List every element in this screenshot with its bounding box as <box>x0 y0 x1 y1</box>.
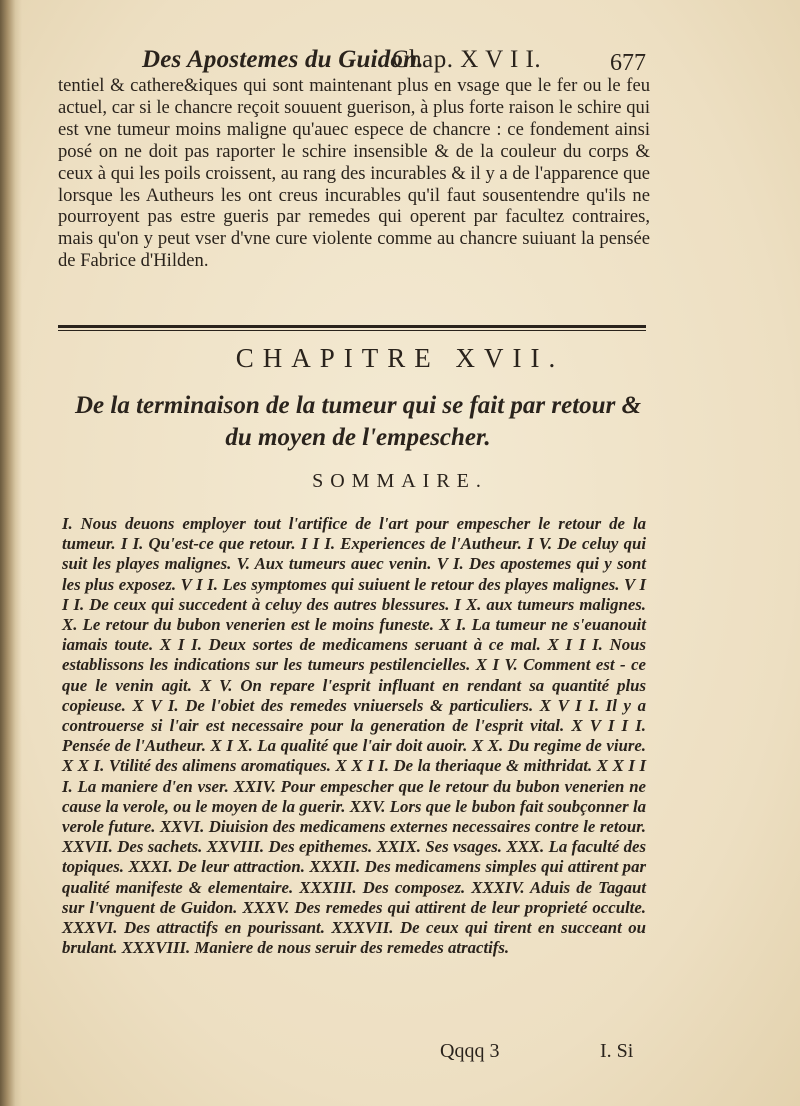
running-title: Des Apostemes du Guidon. <box>142 46 424 73</box>
sommaire-heading: SOMMAIRE. <box>312 470 488 492</box>
page-number: 677 <box>610 50 646 76</box>
signature-mark: Qqqq 3 <box>440 1040 500 1062</box>
subtitle-line-2: du moyen de l'empescher. <box>225 424 491 451</box>
section-divider <box>58 325 646 331</box>
body-paragraph: tentiel & cathere&iques qui sont maintenant plus en vsage que le fer ou le feu actuel, car si le chancre reçoit souuent guerison, à plus forte raison le schire qui est vne tumeur moins maligne qu'auec espece de chancre : ce fondement ainsi posé on ne doit pas raporter le schire insensible & de la couleur du corps & ceux à qui les poils croissent, au rang des incurables & il y a de l'apparence que lorsque les Autheurs les ont creus incurables qu'il faut sousentendre qu'ils ne pourroyent pas estre gueris par remedes qui operent par facultez contraires, mais qu'on y peut vser d'vne cure violente comme au chancre suiuant la pensée de Fabrice d'Hilden. <box>58 75 650 272</box>
page-binding-shadow <box>0 0 22 1106</box>
chapter-number: Chap. X V I I. <box>392 46 542 73</box>
chapter-title: CHAPITRE XVII. <box>235 343 565 373</box>
catchword: I. Si <box>600 1040 634 1062</box>
subtitle-line-1: De la terminaison de la tumeur qui se fait par retour & <box>74 392 642 419</box>
page-footer <box>0 1040 800 1070</box>
summary-paragraph: I. Nous deuons employer tout l'artifice de l'art pour empescher le retour de la tumeur. I I. Qu'est-ce que retour. I I I. Experiences de l'Autheur. I V. De celuy qui suit les playes malignes. V. Aux tumeurs auec venin. V I. Des apostemes qui y sont les plus exposez. V I I. Les symptomes qui suiuent le retour des playes malignes. V I I I. De ceux qui succedent à celuy des autres blessures. I X. aux tumeurs malignes. X. Le retour du bubon venerien est le moins funeste. X I. La tumeur ne s'euanouit iamais toute. X I I. Deux sortes de medicamens seruant à ce mal. X I I I. Nous establissons les indications sur les tumeurs pestilencielles. X I V. Comment est - ce que le venin agit. X V. On repare l'esprit influant en rendant sa quantité plus copieuse. X V I. De l'obiet des remedes vniuersels & particuliers. X V I I. Il y a controuerse si l'air est necessaire pour la generation de l'esprit vital. X V I I I. Pensée de l'Autheur. X I X. La qualité que l'air doit auoir. X X. Du regime de viure. X X I. Vtilité des alimens aromatiques. X X I I. De la theriaque & mithridat. X X I I I. La maniere d'en vser. XXIV. Pour empescher que le retour du bubon venerien ne cause la verole, ou le moyen de la guerir. XXV. Lors que le bubon fait soubçonner la verole future. XXVI. Diuision des medicamens externes necessaires contre le retour. XXVII. Des sachets. XXVIII. Des epithemes. XXIX. Ses vsages. XXX. La faculté des topiques. XXXI. De leur attraction. XXXII. Des medicamens simples qui attirent par qualité manifeste & elementaire. XXXIII. Des composez. XXXIV. Aduis de Tagaut sur l'vnguent de Guidon. XXXV. Des remedes qui attirent de leur proprieté occulte. XXXVI. Des attractifs en pourissant. XXXVII. De ceux qui tirent en succeant ou brulant. XXXVIII. Maniere de nous seruir des remedes atractifs. <box>62 514 646 958</box>
chapter-subtitle <box>58 390 658 454</box>
